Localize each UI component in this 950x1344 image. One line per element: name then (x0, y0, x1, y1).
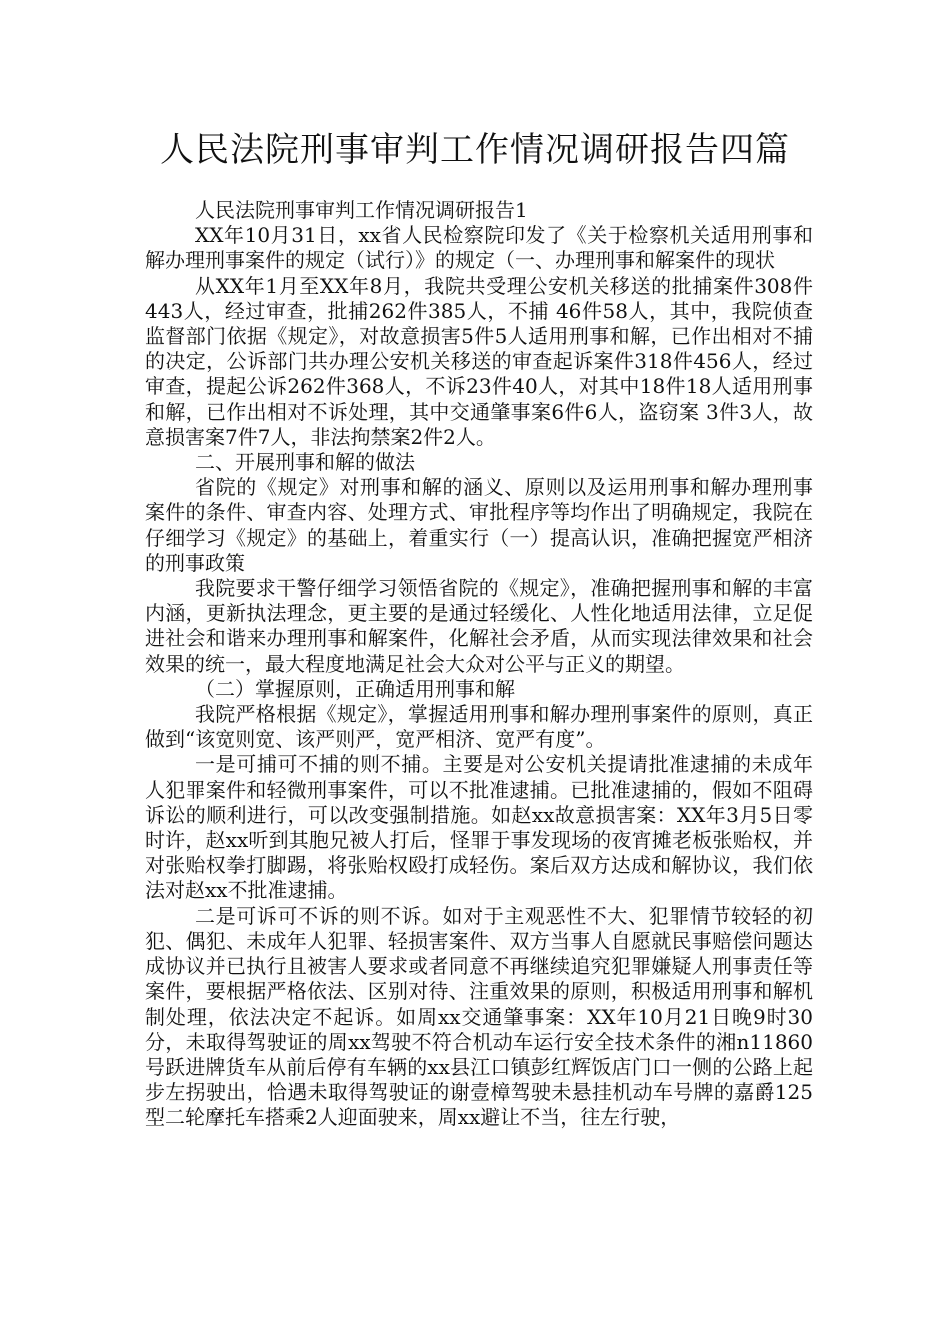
section-heading: 二、开展刑事和解的做法 (195, 450, 415, 475)
section-heading: （二）掌握原则，正确适用刑事和解 (195, 676, 515, 701)
paragraph: 省院的《规定》对刑事和解的涵义、原则以及运用刑事和解办理刑事案件的条件、审查内容、处理方式、审批程序等均作出了明确规定，我院在仔细学习《规定》的基础上，着重实行（一）提高认识，准确把握宽严相济的刑事政策 (145, 475, 813, 575)
paragraph: 二是可诉可不诉的则不诉。如对于主观恶性不大、犯罪情节较轻的初犯、偶犯、未成年人犯罪、轻损害案件、双方当事人自愿就民事赔偿问题达成协议并已执行且被害人要求或者同意不再继续追究犯罪嫌疑人刑事责任等案件，要根据严格依法、区别对待、注重效果的原则，积极适用刑事和解机制处理，依法决定不起诉。如周xx交通肇事案：XX年10月21日晚9时30分，未取得驾驶证的周xx驾驶不符合机动车运行安全技术条件的湘n11860号跃进牌货车从前后停有车辆的xx县江口镇彭红辉饭店门口一侧的公路上起步左拐驶出，恰遇未取得驾驶证的谢壹樟驾驶未悬挂机动车号牌的嘉爵125型二轮摩托车搭乘2人迎面驶来，周xx避让不当，往左行驶， (145, 903, 813, 1130)
paragraph: 从XX年1月至XX年8月，我院共受理公安机关移送的批捕案件308件443人，经过审查，批捕262件385人，不捕 46件58人，其中，我院侦查监督部门依据《规定》，对故意损害5件5人适用刑事和解，已作出相对不捕的决定，公诉部门共办理公安机关移送的审查起诉案件318件456人，经过审查，提起公诉262件368人，不诉23件40人，对其中18件18人适用刑事和解，已作出相对不诉处理，其中交通肇事案6件6人，盗窃案 3件3人，故意损害案7件7人，非法拘禁案2件2人。 (145, 273, 813, 449)
paragraph: 我院要求干警仔细学习领悟省院的《规定》，准确把握刑事和解的丰富内涵，更新执法理念，更主要的是通过轻缓化、人性化地适用法律，立足促进社会和谐来办理刑事和解案件，化解社会矛盾，从而实现法律效果和社会效果的统一，最大程度地满足社会大众对公平与正义的期望。 (145, 576, 813, 676)
paragraph: 人民法院刑事审判工作情况调研报告1 (195, 198, 528, 222)
paragraph: 一是可捕可不捕的则不捕。主要是对公安机关提请批准逮捕的未成年人犯罪案件和轻微刑事案件，可以不批准逮捕。已批准逮捕的，假如不阻碍诉讼的顺利进行，可以改变强制措施。如赵xx故意损害案：XX年3月5日零时许，赵xx听到其胞兄被人打后，怪罪于事发现场的夜宵摊老板张贻权，并对张贻权拳打脚踢，将张贻权殴打成轻伤。案后双方达成和解协议，我们依法对赵xx不批准逮捕。 (145, 752, 813, 903)
document-title: 人民法院刑事审判工作情况调研报告四篇 (160, 130, 790, 170)
paragraph: XX年10月31日，xx省人民检察院印发了《关于检察机关适用刑事和解办理刑事案件的规定（试行）》的规定（一、办理刑事和解案件的现状 (145, 223, 813, 273)
paragraph: 我院严格根据《规定》，掌握适用刑事和解办理刑事案件的原则，真正做到“该宽则宽、该严则严，宽严相济、宽严有度”。 (145, 702, 813, 752)
document-body (145, 198, 813, 1131)
